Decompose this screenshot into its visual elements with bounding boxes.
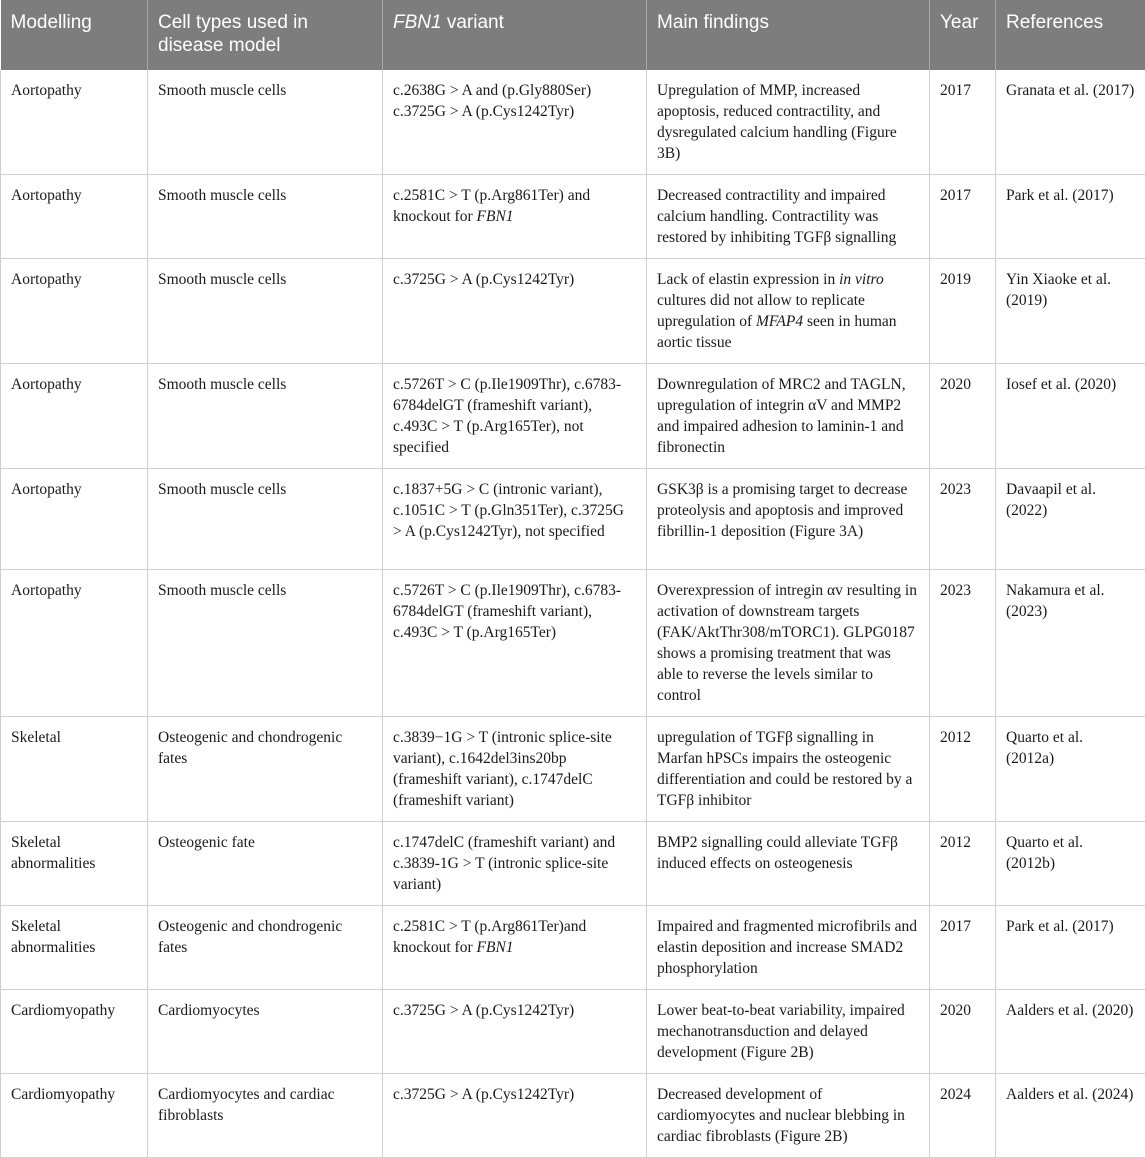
cell-variant: [383, 259, 647, 364]
cell-year: 2020: [930, 364, 996, 469]
cell-findings: [647, 717, 930, 822]
header-year: Year: [930, 0, 996, 70]
cell-variant: [383, 175, 647, 259]
cell-year: 2020: [930, 990, 996, 1074]
table-row: [1, 822, 1145, 906]
cell-findings-segment: Overexpression of intregin αv resulting in activation of downstream targets (FAK/AktThr308/mTORC1). GLPG0187 shows a promising treatment that was able to reverse the levels similar to control: [657, 582, 917, 704]
cell-findings-segment: cultures did not allow to replicate upregulation of: [657, 292, 865, 330]
cell-variant: [383, 990, 647, 1074]
table-row: [1, 906, 1145, 990]
cell-reference: Yin Xiaoke et al. (2019): [996, 259, 1145, 364]
table-row: [1, 175, 1145, 259]
cell-modelling: Cardiomyopathy: [1, 1074, 148, 1158]
cell-variant-segment: c.3725G > A (p.Cys1242Tyr): [393, 1086, 574, 1103]
cell-modelling: Aortopathy: [1, 259, 148, 364]
cell-reference: Nakamura et al. (2023): [996, 570, 1145, 717]
cell-year: 2017: [930, 175, 996, 259]
cell-findings-segment: Impaired and fragmented microfibrils and elastin deposition and increase SMAD2 phosphorylation: [657, 918, 917, 977]
cell-cell-types: Smooth muscle cells: [148, 259, 383, 364]
cell-reference: Davaapil et al. (2022): [996, 469, 1145, 570]
cell-cell-types: Smooth muscle cells: [148, 70, 383, 175]
cell-findings-segment: seen in human aortic tissue: [657, 313, 897, 351]
cell-cell-types: Osteogenic and chondrogenic fates: [148, 906, 383, 990]
cell-variant: [383, 906, 647, 990]
cell-variant-segment: c.1837+5G > C (intronic variant), c.1051C > T (p.Gln351Ter), c.3725G > A (p.Cys1242Tyr), not specified: [393, 481, 624, 540]
cell-variant-segment: c.3839−1G > T (intronic splice-site variant), c.1642del3ins20bp (frameshift variant), c.1747delC (frameshift variant): [393, 729, 612, 809]
cell-cell-types: Smooth muscle cells: [148, 364, 383, 469]
cell-year: 2017: [930, 70, 996, 175]
cell-modelling: Cardiomyopathy: [1, 990, 148, 1074]
table-body: [1, 70, 1145, 1158]
cell-reference: Iosef et al. (2020): [996, 364, 1145, 469]
table-row: [1, 717, 1145, 822]
cell-findings: [647, 990, 930, 1074]
cell-year: 2012: [930, 822, 996, 906]
cell-variant-segment: c.2581C > T (p.Arg861Ter)and knockout for: [393, 918, 586, 956]
cell-reference: Quarto et al. (2012b): [996, 822, 1145, 906]
cell-findings: [647, 364, 930, 469]
cell-findings: [647, 906, 930, 990]
cell-findings-segment: Lower beat-to-beat variability, impaired mechanotransduction and delayed development (Figure 2B): [657, 1002, 905, 1061]
cell-modelling: Aortopathy: [1, 175, 148, 259]
table-row: [1, 259, 1145, 364]
cell-findings-segment: Upregulation of MMP, increased apoptosis, reduced contractility, and dysregulated calcium handling (Figure 3B): [657, 82, 897, 162]
cell-cell-types: Smooth muscle cells: [148, 570, 383, 717]
cell-cell-types: Smooth muscle cells: [148, 469, 383, 570]
cell-year: 2023: [930, 469, 996, 570]
cell-findings: [647, 175, 930, 259]
header-variant-gene: FBN1: [393, 12, 442, 33]
table-header-row: [1, 0, 1145, 70]
table-row: [1, 364, 1145, 469]
cell-findings-segment: GSK3β is a promising target to decrease proteolysis and apoptosis and improved fibrillin-1 deposition (Figure 3A): [657, 481, 907, 540]
cell-modelling: Aortopathy: [1, 70, 148, 175]
cell-modelling: Aortopathy: [1, 570, 148, 717]
cell-variant-segment: c.2581C > T (p.Arg861Ter) and knockout for: [393, 187, 590, 225]
cell-year: 2019: [930, 259, 996, 364]
cell-cell-types: Osteogenic and chondrogenic fates: [148, 717, 383, 822]
cell-findings-segment: Decreased contractility and impaired calcium handling. Contractility was restored by inhibiting TGFβ signalling: [657, 187, 896, 246]
cell-findings: [647, 822, 930, 906]
cell-findings-segment: in vitro: [839, 271, 884, 288]
table-row: [1, 469, 1145, 570]
cell-reference: Park et al. (2017): [996, 175, 1145, 259]
table-row: [1, 570, 1145, 717]
cell-reference: Aalders et al. (2024): [996, 1074, 1145, 1158]
cell-findings-segment: upregulation of TGFβ signalling in Marfan hPSCs impairs the osteogenic differentiation and could be restored by a TGFβ inhibitor: [657, 729, 912, 809]
cell-variant: [383, 70, 647, 175]
cell-year: 2012: [930, 717, 996, 822]
cell-variant-segment: c.1747delC (frameshift variant) and c.3839-1G > T (intronic splice-site variant): [393, 834, 615, 893]
cell-cell-types: Smooth muscle cells: [148, 175, 383, 259]
cell-modelling: Skeletal abnormalities: [1, 822, 148, 906]
cell-findings: [647, 259, 930, 364]
cell-modelling: Skeletal abnormalities: [1, 906, 148, 990]
cell-findings: [647, 570, 930, 717]
cell-year: 2017: [930, 906, 996, 990]
cell-findings-segment: Downregulation of MRC2 and TAGLN, upregulation of integrin αV and MMP2 and impaired adhesion to laminin-1 and fibronectin: [657, 376, 906, 456]
cell-variant: [383, 717, 647, 822]
cell-variant: [383, 1074, 647, 1158]
cell-year: 2023: [930, 570, 996, 717]
cell-reference: Granata et al. (2017): [996, 70, 1145, 175]
table-row: [1, 990, 1145, 1074]
cell-reference: Aalders et al. (2020): [996, 990, 1145, 1074]
table-row: [1, 70, 1145, 175]
cell-variant-segment: c.3725G > A (p.Cys1242Tyr): [393, 271, 574, 288]
table-row: [1, 1074, 1145, 1158]
cell-findings: [647, 1074, 930, 1158]
cell-variant: [383, 364, 647, 469]
cell-findings-segment: BMP2 signalling could alleviate TGFβ induced effects on osteogenesis: [657, 834, 898, 872]
cell-modelling: Skeletal: [1, 717, 148, 822]
cell-findings-segment: Lack of elastin expression in: [657, 271, 839, 288]
header-findings: Main findings: [647, 0, 930, 70]
cell-modelling: Aortopathy: [1, 469, 148, 570]
cell-findings: [647, 469, 930, 570]
cell-variant-segment: c.5726T > C (p.Ile1909Thr), c.6783-6784delGT (frameshift variant), c.493C > T (p.Arg165Ter): [393, 582, 621, 641]
cell-cell-types: Osteogenic fate: [148, 822, 383, 906]
header-modelling: Modelling: [1, 0, 148, 70]
cell-variant-segment: c.3725G > A (p.Cys1242Tyr): [393, 1002, 574, 1019]
cell-variant-segment: c.5726T > C (p.Ile1909Thr), c.6783-6784delGT (frameshift variant), c.493C > T (p.Arg165Ter), not specified: [393, 376, 621, 456]
cell-variant: [383, 570, 647, 717]
cell-variant: [383, 469, 647, 570]
header-variant: [383, 0, 647, 70]
cell-variant-segment: FBN1: [477, 208, 514, 225]
header-cell-types: Cell types used in disease model: [148, 0, 383, 70]
cell-modelling: Aortopathy: [1, 364, 148, 469]
cell-cell-types: Cardiomyocytes: [148, 990, 383, 1074]
cell-findings-segment: MFAP4: [756, 313, 803, 330]
cell-reference: Quarto et al. (2012a): [996, 717, 1145, 822]
cell-reference: Park et al. (2017): [996, 906, 1145, 990]
header-variant-suffix: variant: [442, 12, 504, 33]
cell-variant-segment: c.2638G > A and (p.Gly880Ser) c.3725G > A (p.Cys1242Tyr): [393, 82, 591, 120]
cell-findings: [647, 70, 930, 175]
cell-findings-segment: Decreased development of cardiomyocytes and nuclear blebbing in cardiac fibroblasts (Figure 2B): [657, 1086, 905, 1145]
cell-variant: [383, 822, 647, 906]
cell-variant-segment: FBN1: [477, 939, 514, 956]
cell-year: 2024: [930, 1074, 996, 1158]
cell-cell-types: Cardiomyocytes and cardiac fibroblasts: [148, 1074, 383, 1158]
header-references: References: [996, 0, 1145, 70]
